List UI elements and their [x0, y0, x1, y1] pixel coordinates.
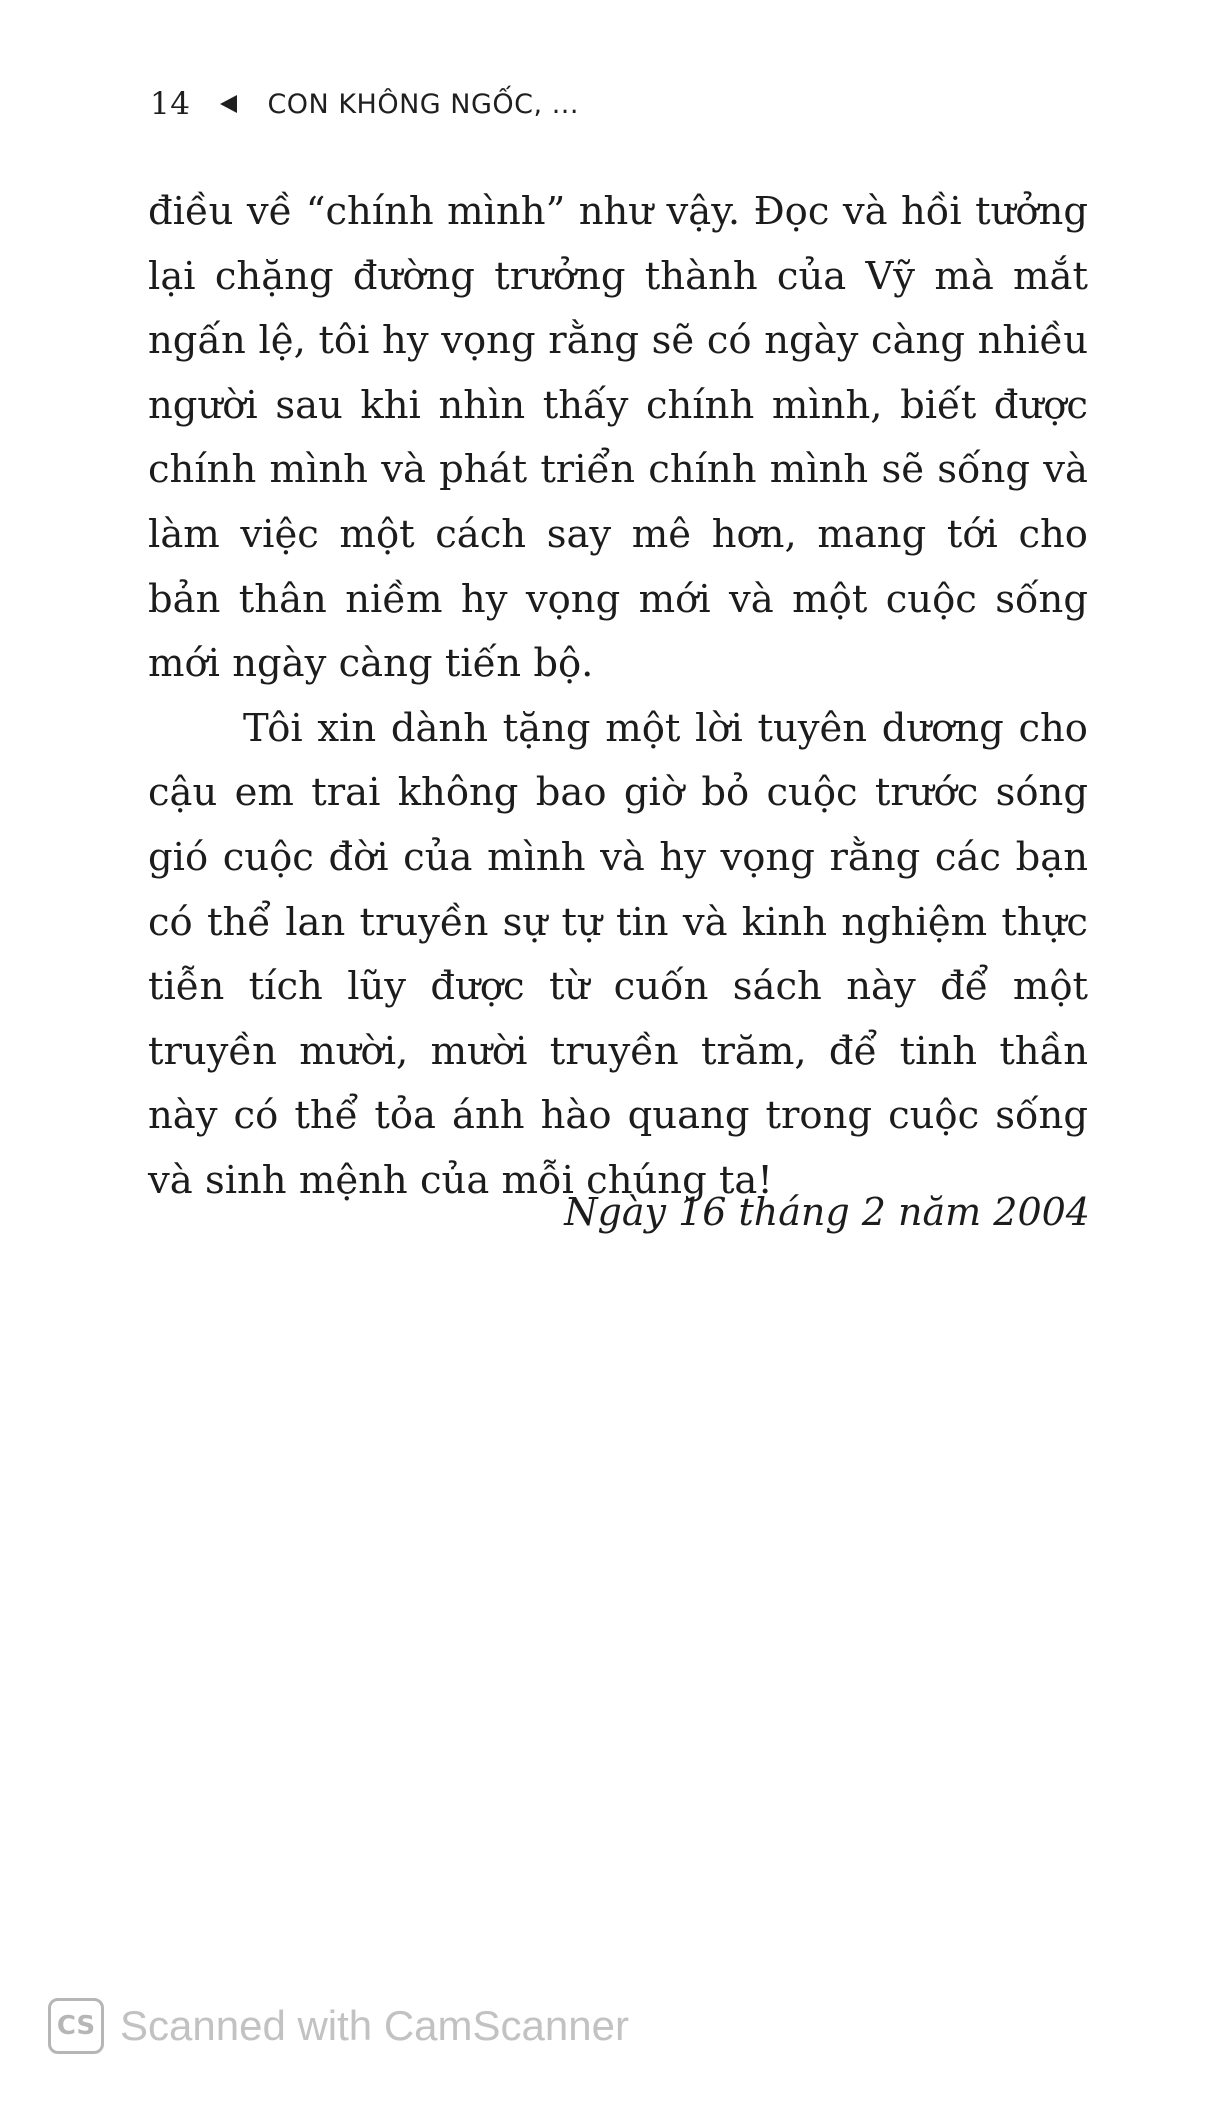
paragraph-1: điều về “chính mình” như vậy. Đọc và hồi tưởng lại chặng đường trưởng thành của Vỹ mà mắt ngấn lệ, tôi hy vọng rằng sẽ có ngày càng nhiều người sau khi nhìn thấy chính mình, biết được chính mình và phát triển chính mình sẽ sống và làm việc một cách say mê hơn, mang tới cho bản thân niềm hy vọng mới và một cuộc sống mới ngày càng tiến bộ.	[148, 189, 1088, 687]
running-header	[150, 86, 579, 122]
camscanner-logo-icon: CS	[48, 1998, 104, 2054]
left-triangle-icon	[220, 95, 237, 113]
date-signoff: Ngày 16 tháng 2 năm 2004	[564, 1190, 1090, 1234]
book-title: CON KHÔNG NGỐC, ...	[267, 88, 579, 120]
camscanner-watermark	[48, 1998, 629, 2054]
page-number: 14	[150, 86, 191, 122]
paragraph-2: Tôi xin dành tặng một lời tuyên dương cho cậu em trai không bao giờ bỏ cuộc trước sóng gió cuộc đời của mình và hy vọng rằng các bạn có thể lan truyền sự tự tin và kinh nghiệm thực tiễn tích lũy được từ cuốn sách này để một truyền mười, mười truyền trăm, để tinh thần này có thể tỏa ánh hào quang trong cuộc sống và sinh mệnh của mỗi chúng ta!	[148, 705, 1088, 1203]
body-text	[148, 180, 1088, 1214]
watermark-text: Scanned with CamScanner	[120, 2002, 629, 2049]
